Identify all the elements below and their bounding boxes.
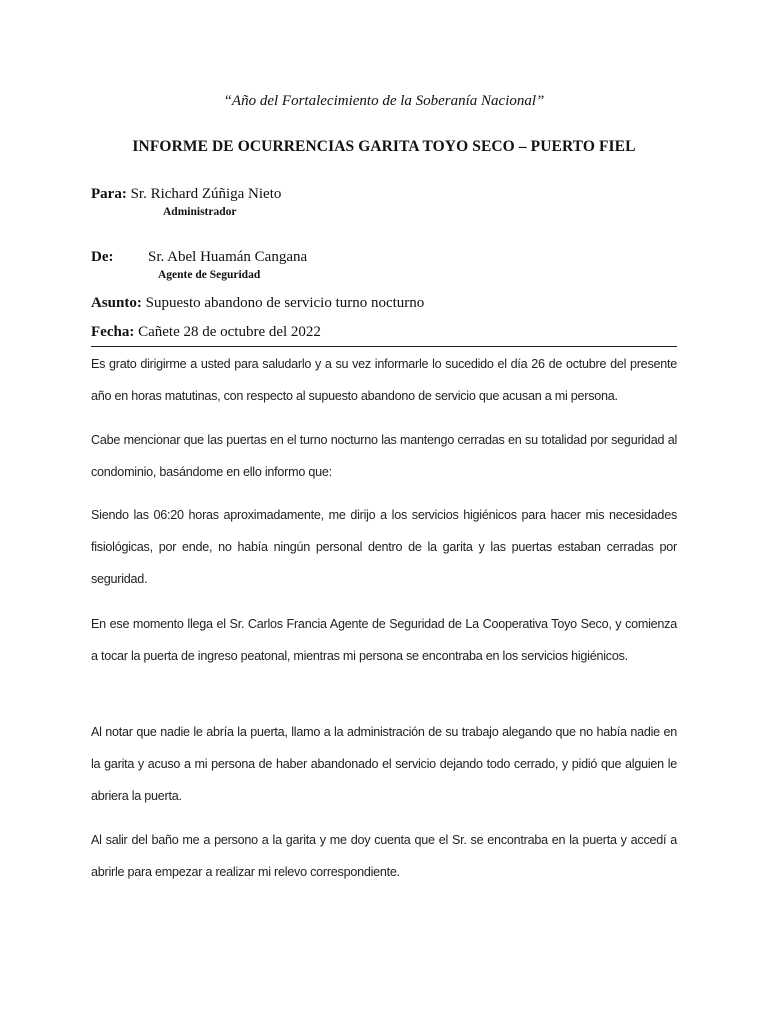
body-paragraph-6 (91, 824, 677, 888)
document-title: INFORME DE OCURRENCIAS GARITA TOYO SECO – PUERTO FIEL (132, 138, 636, 155)
body-paragraph-5 (91, 716, 677, 812)
body-paragraph-2 (91, 424, 677, 488)
paragraph-text: Al notar que nadie le abría la puerta, llamo a la administración de su trabajo alegando que no había nadie en la garita y acuso a mi persona de haber abandonado el servicio dejando todo cerrado, y pidió que alguien le abriera la puerta. (91, 725, 677, 803)
de-line (91, 249, 307, 266)
de-label: De: (91, 249, 114, 265)
fecha-line (91, 324, 321, 341)
paragraph-text: Es grato dirigirme a usted para saludarlo y a su vez informarle lo sucedido el día 26 de octubre del presente año en horas matutinas, con respecto al supuesto abandono de servicio que acusan a mi persona. (91, 357, 677, 403)
para-line (91, 186, 281, 203)
paragraph-text: Siendo las 06:20 horas aproximadamente, me dirijo a los servicios higiénicos para hacer mis necesidades fisiológicas, por ende, no había ningún personal dentro de la garita y las puertas estaban cerradas por seguridad. (91, 508, 677, 586)
asunto-label: Asunto: (91, 295, 142, 311)
para-label: Para: (91, 186, 127, 202)
document-motto: “Año del Fortalecimiento de la Soberanía Nacional” (223, 93, 545, 109)
asunto-value: Supuesto abandono de servicio turno nocturno (145, 295, 425, 311)
para-role: Administrador (163, 206, 237, 218)
paragraph-text: Al salir del baño me a persono a la garita y me doy cuenta que el Sr. se encontraba en la puerta y accedí a abrirle para empezar a realizar mi relevo correspondiente. (91, 833, 677, 879)
body-paragraph-1 (91, 348, 677, 412)
header-divider (91, 346, 677, 347)
de-role: Agente de Seguridad (158, 269, 261, 281)
body-paragraph-4 (91, 608, 677, 672)
para-name: Sr. Richard Zúñiga Nieto (130, 186, 282, 202)
asunto-line (91, 295, 424, 312)
body-paragraph-3 (91, 499, 677, 595)
paragraph-text: En ese momento llega el Sr. Carlos Francia Agente de Seguridad de La Cooperativa Toyo Seco, y comienza a tocar la puerta de ingreso peatonal, mientras mi persona se encontraba en los servicios higiénicos. (91, 617, 677, 663)
fecha-value: Cañete 28 de octubre del 2022 (138, 324, 321, 340)
de-name: Sr. Abel Huamán Cangana (148, 249, 308, 265)
fecha-label: Fecha: (91, 324, 135, 340)
paragraph-text: Cabe mencionar que las puertas en el turno nocturno las mantengo cerradas en su totalidad por seguridad al condominio, basándome en ello informo que: (91, 433, 677, 479)
